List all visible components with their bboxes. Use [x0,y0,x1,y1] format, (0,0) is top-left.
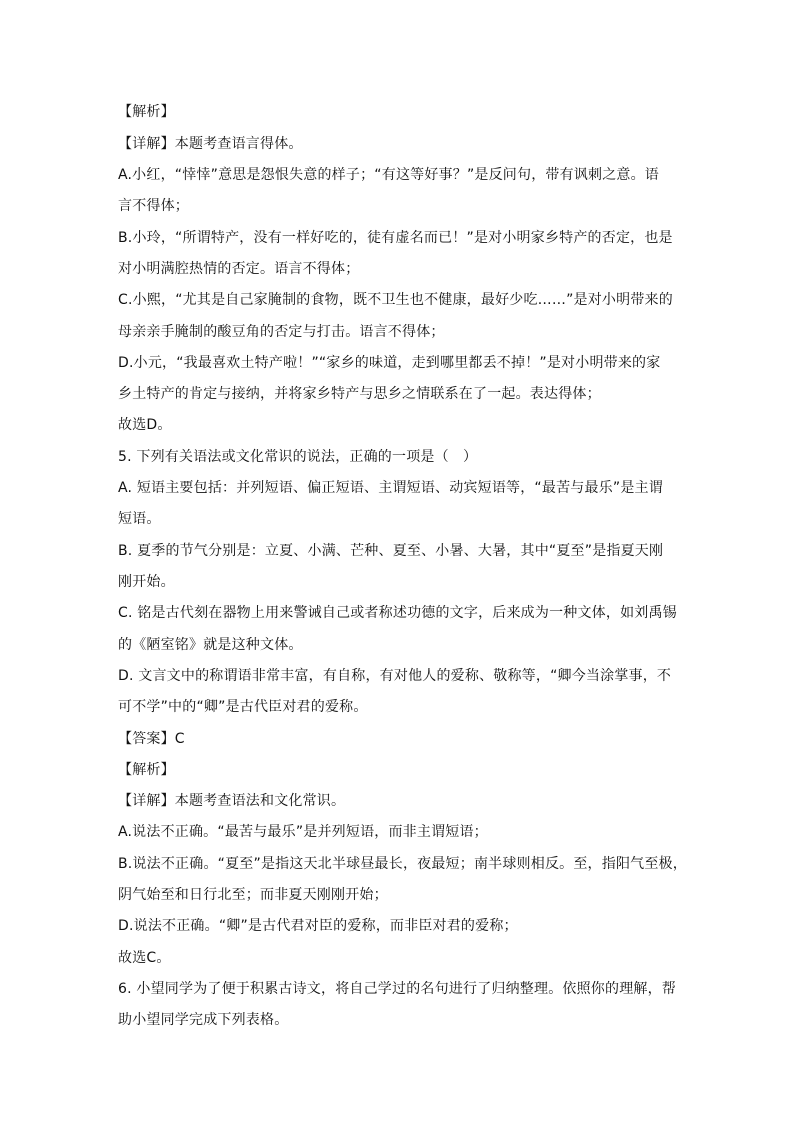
question-6-line-2: 助小望同学完成下列表格。 [118,1012,289,1028]
q5-option-c-line-2: 的《陋室铭》就是这种文体。 [118,637,303,653]
option-d-line-1: D.小元，“我最喜欢土特产啦！”“家乡的味道，走到哪里都丢不掉！”是对小明带来的家 [118,355,661,371]
q5-option-b-line-2: 刚开始。 [118,574,175,590]
q5-option-a-line-2: 短语。 [118,511,161,527]
q5-option-c-line-1: C. 铭是古代刻在器物上用来警诫自己或者称述功德的文字，后来成为一种文体，如刘禹锡 [118,605,677,621]
option-d-line-2: 乡土特产的肯定与接纳，并将家乡特产与思乡之情联系在了一起。表达得体； [118,386,601,402]
explain-a-line: A.说法不正确。“最苦与最乐”是并列短语，而非主谓短语； [118,824,488,840]
answer-line: 【答案】C [118,731,185,747]
q5-option-b-line-1: B. 夏季的节气分别是：立夏、小满、芒种、夏至、小暑、大暑，其中“夏至”是指夏天刚 [118,543,664,559]
detail-line: 【详解】本题考查语言得体。 [118,136,303,152]
explain-b-line-1: B.说法不正确。“夏至”是指这天北半球昼最长，夜最短；南半球则相反。至，指阳气至极， [118,856,687,872]
explain-d-line: D.说法不正确。“卿”是古代君对臣的爱称，而非臣对君的爱称； [118,918,518,934]
q5-option-d-line-1: D. 文言文中的称谓语非常丰富，有自称，有对他人的爱称、敬称等，“卿今当涂掌事，不 [118,668,672,684]
explain-b-line-2: 阴气始至和日行北至；而非夏天刚刚开始； [118,887,388,903]
question-5-stem: 5. 下列有关语法或文化常识的说法，正确的一项是（ ） [118,449,478,465]
q5-option-d-line-2: 可不学”中的“卿”是古代臣对君的爱称。 [118,699,368,715]
option-a-line-1: A.小红，“悻悻”意思是怨恨失意的样子；“有这等好事？”是反问句，带有讽刺之意。语 [118,167,659,183]
conclusion-line: 故选D。 [118,417,172,433]
question-6-line-1: 6. 小望同学为了便于积累古诗文，将自己学过的名句进行了归纳整理。依照你的理解，帮 [118,981,677,997]
detail-line-2: 【详解】本题考查语法和文化常识。 [118,793,346,809]
analysis-heading-2: 【解析】 [118,762,175,778]
option-b-line-2: 对小明满腔热情的否定。语言不得体； [118,261,360,277]
option-c-line-2: 母亲亲手腌制的酸豆角的否定与打击。语言不得体； [118,324,445,340]
analysis-heading: 【解析】 [118,104,175,120]
option-a-line-2: 言不得体； [118,198,189,214]
conclusion-line-2: 故选C。 [118,950,171,966]
q5-option-a-line-1: A. 短语主要包括：并列短语、偏正短语、主谓短语、动宾短语等，“最苦与最乐”是主谓 [118,480,663,496]
option-c-line-1: C.小熙，“尤其是自己家腌制的食物，既不卫生也不健康，最好少吃……”是对小明带来的 [118,292,673,308]
option-b-line-1: B.小玲，“所谓特产，没有一样好吃的，徒有虚名而已！”是对小明家乡特产的否定，也是 [118,230,673,246]
